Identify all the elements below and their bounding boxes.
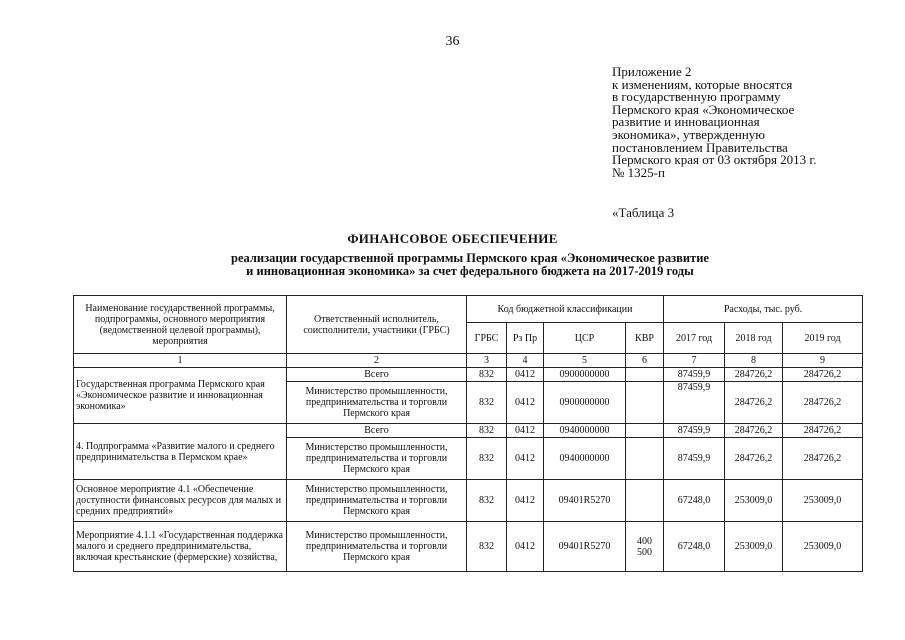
document-subtitle [120,252,820,278]
activity-name: Мероприятие 4.1.1 «Государственная поддержка малого и среднего предпринимательства, включая крестьянские (фермерские) хозяйства, [74,522,287,572]
csr-cell: 0900000000 [544,368,626,382]
value-2019: 284726,2 [783,438,863,480]
financing-table [73,295,863,572]
column-number: 3 [467,354,507,368]
value-2017: 87459,9 [664,382,725,424]
header-rz-pr: Рз Пр [507,323,544,354]
appendix-line: постановлением Правительства [612,139,788,155]
header-csr: ЦСР [544,323,626,354]
kvr-cell [626,382,664,424]
executor-cell: Министерство промышленности, предпринимательства и торговли Пермского края [287,438,467,480]
value-2017: 67248,0 [664,480,725,522]
grbs-cell: 832 [467,480,507,522]
appendix-line: № 1325-п [612,164,665,180]
header-2019: 2019 год [783,323,863,354]
value-2018: 284726,2 [725,382,783,424]
appendix-line: к изменениям, которые вносятся [612,76,793,92]
document-title: ФИНАНСОВОЕ ОБЕСПЕЧЕНИЕ [347,231,558,246]
executor-cell: Министерство промышленности, предпринимательства и торговли Пермского края [287,382,467,424]
executor-cell: Министерство промышленности, предпринимательства и торговли Пермского края [287,522,467,572]
column-number: 2 [287,354,467,368]
executor-cell: Министерство промышленности, предпринимательства и торговли Пермского края [287,480,467,522]
csr-cell: 0940000000 [544,438,626,480]
main-activity-name: Основное мероприятие 4.1 «Обеспечение доступности финансовых ресурсов для малых и средних предприятий» [74,480,287,522]
kvr-cell [626,480,664,522]
subtitle-line: реализации государственной программы Пермского края «Экономическое развитие [231,251,709,265]
column-number: 9 [783,354,863,368]
value-2019: 284726,2 [783,368,863,382]
grbs-cell: 832 [467,368,507,382]
value-2019: 284726,2 [783,382,863,424]
kvr-cell [626,438,664,480]
value-2019: 284726,2 [783,424,863,438]
header-name: Наименование государственной программы, подпрограммы, основного мероприятия (ведомственной целевой программы), мероприятия [74,296,287,354]
table-note: «Таблица 3 [612,205,675,220]
appendix-line: Пермского края «Экономическое [612,101,795,117]
csr-cell: 0940000000 [544,424,626,438]
csr-cell: 09401R5270 [544,522,626,572]
rz-pr-cell: 0412 [507,382,544,424]
value-2018: 284726,2 [725,368,783,382]
grbs-cell: 832 [467,424,507,438]
header-2018: 2018 год [725,323,783,354]
value-2018: 284726,2 [725,438,783,480]
grbs-cell: 832 [467,438,507,480]
kvr-value: 400 [637,535,652,547]
header-grbs: ГРБС [467,323,507,354]
value-2017: 87459,9 [664,424,725,438]
rz-pr-cell: 0412 [507,522,544,572]
executor-cell: Всего [287,368,467,382]
column-number: 7 [664,354,725,368]
table-row [74,424,863,438]
executor-cell: Всего [287,424,467,438]
column-number: 5 [544,354,626,368]
program-name: Государственная программа Пермского края «Экономическое развитие и инновационная экономика» [74,368,287,424]
subprogram-name: 4. Подпрограмма «Развитие малого и среднего предпринимательства в Пермском крае» [74,424,287,480]
csr-cell: 09401R5270 [544,480,626,522]
grbs-cell: 832 [467,522,507,572]
value-2017: 87459,9 [664,368,725,382]
column-number: 8 [725,354,783,368]
table-row [74,368,863,382]
header-kvr: КВР [626,323,664,354]
appendix-line: Пермского края от 03 октября 2013 г. [612,152,817,168]
table-row [74,480,863,522]
header-budget-code: Код бюджетной классификации [467,296,664,323]
kvr-cell [626,424,664,438]
rz-pr-cell: 0412 [507,368,544,382]
table-row [74,522,863,572]
column-number: 4 [507,354,544,368]
appendix-line: Приложение 2 [612,64,692,79]
value-2019: 253009,0 [783,522,863,572]
appendix-line: в государственную программу [612,89,781,105]
column-number: 1 [74,354,287,368]
column-numbers-row [74,354,863,368]
appendix-line: экономика», утвержденную [612,126,766,142]
value-2017: 87459,9 [664,438,725,480]
rz-pr-cell: 0412 [507,480,544,522]
kvr-value: 500 [637,546,652,558]
value-2017: 67248,0 [664,522,725,572]
page-number: 36 [445,34,460,49]
kvr-cell [626,368,664,382]
rz-pr-cell: 0412 [507,424,544,438]
value-2018: 253009,0 [725,480,783,522]
kvr-cell [626,522,664,572]
column-number: 6 [626,354,664,368]
rz-pr-cell: 0412 [507,438,544,480]
csr-cell: 0900000000 [544,382,626,424]
appendix-line: развитие и инновационная [612,114,760,130]
header-expenses: Расходы, тыс. руб. [664,296,863,323]
header-executor: Ответственный исполнитель, соисполнители, участники (ГРБС) [287,296,467,354]
appendix-block [612,66,872,179]
header-2017: 2017 год [664,323,725,354]
value-2019: 253009,0 [783,480,863,522]
value-2018: 284726,2 [725,424,783,438]
grbs-cell: 832 [467,382,507,424]
value-2018: 253009,0 [725,522,783,572]
subtitle-line: и инновационная экономика» за счет федерального бюджета на 2017-2019 годы [246,264,694,278]
